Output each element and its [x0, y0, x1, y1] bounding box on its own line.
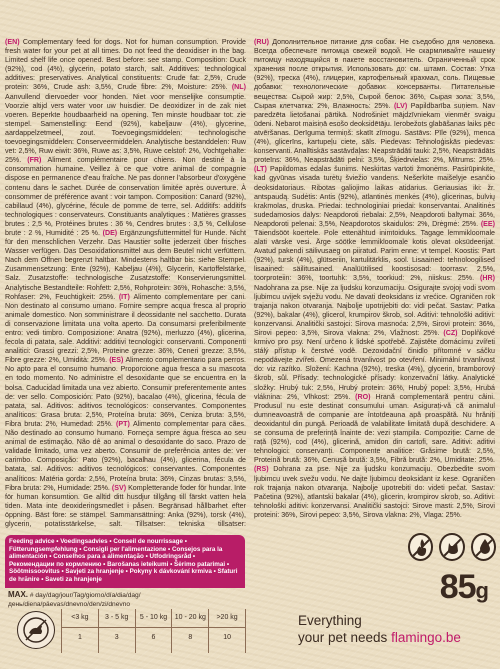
- right-column: [254, 38, 495, 528]
- language-code: (RS): [254, 465, 274, 474]
- language-text: Dohrana za pse. Nije za ljudsku konzumaciju. Obezbedite svom ljubimcu uvek svežu vodu. Ne dajte ljubimcu deoksidant iz kese. Ograničen rok trajanja nakon otvaranja. Najbolje upotrebiti do: videti pečat. Sastav: Pačetina (92%), atlantski bakalar (4%), glicerin, krompirov skrob, so. Aditivi: tehnološki aditivi: konzervansi. Analitički sastojci: Sirove masti: 2,5%, Sirovi proteini: 36%, Sirovi pepeo: 3,5%, Sirova vlakna: 2%, Vlaga: 25%.: [254, 465, 495, 519]
- language-code: (LV): [393, 101, 411, 110]
- tagline: [298, 612, 461, 646]
- net-weight: [440, 568, 488, 607]
- feeding-cell: [209, 609, 246, 653]
- max-pieces: 3: [114, 634, 119, 641]
- language-code: (PT): [116, 419, 133, 428]
- language-code: (DE): [102, 228, 120, 237]
- dog-weight: 10 - 20 kg: [172, 609, 208, 628]
- dog-weight: 3 - 5 kg: [99, 609, 135, 628]
- language-text: Papildbarība suņiem. Nav paredzēta lietošanai pārtikā. Nodrošiniet mājdzīvniekam vienmēr svaigu ūdeni. Nebarot maisiņā esošo deoksidētāju. Ierobežots glabāšanas laiks pēc atvēršanas. Derīguma termiņš: skatīt zīmogu. Sastāvs: Pīle (92%), menca (4%), glicerīns, kartupeļu ciete, sāls. Piedevas: Tehnoloģiskās piedevas: konservanti. Analītiskās sastāvdaļas: Neapstrādāti tauki: 2,5%, Neapstrādāts proteīns: 36%, Neapstrādāti pelni: 3,5%, Šķiedrvielas: 2%, Mitrums: 25%.: [254, 101, 495, 165]
- language-text: Aanvullend diervoeder voor honden. Niet voor menselijke consumptie. Voorzie altijd vers water voor uw huisdier. De deoxidizer in de zak niet voeren. Beperkte houdbaarheid na opening. Ten minste houdbaar tot: zie stempel. Samenstelling: Eend (92%), kabeljauw (4%), glycerine, aardappelzetmeel, zout. Toevoegingsmiddelen: technologische toevoegingsmiddelen: Conserveermiddelen. Analytische bestanddelen: Ruw vet: 2,5%, Ruw eiwit: 36%, Ruwe as: 3,5%, Ruwe celstof: 2%, Vochtgehalte: 25%.: [5, 92, 246, 165]
- feeding-cell: [62, 609, 99, 653]
- language-text: Kompletterande foder för hundar. Inte för human konsumtion. Ge alltid ditt husdjur tillgång till färskt vatten hela tiden. Mata inte deoxideringsmedlet i påsen. Begränsad hållbarhet efter öppning. Bäst före: se stämpel. Sammansättning: Anka (92%), torsk (4%), glycerin, potatisstärkelse, salt. Tillsatser: tekniska tillsatser:: [5, 483, 246, 528]
- language-text: Nadohrana za pse. Nije za ljudsku konzumaciju. Osigurajte svojoj vodi svom ljubimcu uvijek svježu vodu. Ne davati deoksidans iz vrećice. Ograničen rok trajanja nakon otvaranja. Najbolje upotrijebiti do: vidi pečat. Sastav: Patka (92%), bakalar (4%), glicerol, krumpirov škrob, sol. Aditivi: tehnološki aditivi: konzervansi. Analitički sastojci: Sirova masnoća: 2,5%, Sirovi protein: 36%, Sirovi pepeo: 3,5%, Sirova vlakna: 2%, Vlažnost: 25%.: [254, 283, 495, 337]
- no-cat-icon: [439, 533, 464, 561]
- dog-weight: <3 kg: [62, 609, 98, 628]
- language-code: (NL): [231, 83, 246, 92]
- language-text: Alimento complementar para cães. Não destinado ao consumo humano. Forneça sempre água fresca ao seu animal de estimação. Não dê ao animal o desoxidante do saco. Prazo de validade limitado, uma vez aberto. Consumir de preferência antes de: ver carimbo. Composição: Pato (92%), bacalhau (4%), glicerina, fécula de batata, sal. Aditivos: aditivos tecnológicos: conservantes. Componentes analíticos: Matéria gorda: 2,5%, Proteína bruta: 36%, Cinzas brutas: 3,5%, Fibra bruta: 2%, Humidade: 25%.: [5, 419, 246, 492]
- feeding-cell: [136, 609, 173, 653]
- text-columns: [5, 38, 495, 528]
- language-text: Complementary feed for dogs. Not for human consumption. Provide fresh water for your pet at all times. Do not feed the deoxidiser in the bag. Limited shelf life once opened. Best before: see stamp. Composition: Duck (92%), cod (4%), glycerin, potato starch, salt. Additives: technological additives: preservatives. Analytical constituents: Crude fat: 2,5%, Crude protein: 36%, Crude ash: 3,5%, Crude fibre: 2%, Moisture: 25%.: [5, 38, 246, 92]
- language-text: Ergänzungsfuttermittel für Hunde. Nicht für den menschlichen Verzehr. Das Haustier sollte jederzeit über frisches Wasser verfügen. Das Desoxidationsmittel aus dem Beutel nicht verfüttern. Nach dem Öffnen begrenzt haltbar. Mindestens haltbar bis: siehe Stempel. Zusammensetzung: Ente (92%), Kabeljau (4%), Glycerin, Kartoffelstärke, Salz. Zusatzstoffe: technologische Zusatzstoffe: Konservierungsmittel. Analytische Bestandteile: Rohfett: 2,5%, Rohprotein: 36%, Rohasche: 3,5%, Rohfaser: 2%, Feuchtigkeit: 25%.: [5, 228, 246, 301]
- language-code: (RO): [355, 392, 376, 401]
- feeding-cells: [61, 609, 246, 653]
- max-per-day-row: [5, 588, 245, 609]
- max-per-day-text: # day/dag/jour/Tag/giorno/día/dia/dag/день/diena/päevas/dnevno/den/zi/dnevno: [8, 592, 141, 608]
- max-label: MAX.: [8, 590, 28, 599]
- max-pieces: 10: [223, 634, 231, 641]
- no-dog-icon: [17, 611, 55, 649]
- language-code: (FR): [27, 156, 48, 165]
- feeding-advice-text: Feeding advice • Voedingsadvies • Conseil de nourrissage • Fütterungsempfehlung • Consigli per l'alimentazione • Consejos para la alimentación • Conselhos para a alimentação • Utfodringsråd • Рекомендации по кормлению • Barošanas ieteikumi • Šėrimo patarimai • Söötmissoovitus • Savjeti za hranjenje • Pokyny k dávkování krmiva • Sfaturi de hrănire • Saveti za hranjenje: [9, 538, 238, 583]
- feeding-advice-header: [5, 535, 245, 588]
- language-code: (ES): [109, 356, 126, 365]
- no-water-icon: [471, 533, 496, 561]
- feeding-cell: [99, 609, 136, 653]
- max-pieces: 8: [188, 634, 193, 641]
- language-text: Täiendsööt koertele. Pole ettenähtud inimtoiduks. Tagage lemmikloomale alati värske vesi. Ärge söötke lemmikloomale kotis olevat oksüdeerijat. Avatud pakendi säilivusaeg on piiratud. Parim enne: vt tempel. Koostis: Part (92%), tursk (4%), glütseriin, kartulitärklis, sool. Lisaained: tehnoloogilised lisaained: säilitusained. Analüütilised koostisosad: toorrasv: 2,5%, toorproteiin: 36%, toortuhk: 3,5%, toorkiud: 2%, niiskus: 25%.: [254, 228, 495, 283]
- tagline-line2: [298, 629, 461, 646]
- left-column: [5, 38, 246, 528]
- dog-weight: 5 - 10 kg: [136, 609, 172, 628]
- language-code: (RU): [254, 38, 273, 46]
- language-text: Doplňkové krmivo pro psy. Není určeno k lidské spotřebě. Zajistěte domácímu zvířeti stálý přístup k čerstvé vodě. Dezoxidační činidlo přítomné v sáčku nepodávejte zvířeti. Omezená trvanlivost po otevření. Minimální trvanlivost do: viz razítko. Složení: Kachna (92%), treska (4%), glycerin, bramborový škrob, sůl. Přísady: technologické přísady: konzervační látky. Analytické složky: Hrubý tuk: 2,5%, Hrubý protein: 36%, Hrubý popel: 3,5%, Hrubá vláknina: 2%, Vlhkost: 25%.: [254, 329, 495, 401]
- feeding-cell: [172, 609, 209, 653]
- max-pieces: 1: [77, 634, 82, 641]
- warning-icons: [408, 533, 496, 563]
- language-text: Hrană complementară pentru câini. Produsul nu este destinat consumului uman. Asigurați-vă că animalul dumneavoastră de companie are întotdeauna apă proaspătă. Nu hrăniți deoxidantul din pungă. Perioadă de valabilitate limitată după deschidere. A se consuma de preferință înainte de: vezi ștampila. Compoziție: Carne de rață (92%), cod (4%), glicerină, amidon din cartofi, sare. Aditivi: aditivi tehnologici: conservanți. Componente analitice: Grăsime brută: 2,5%, Proteină brută: 36%, Cenușă brută: 3,5%, Fibră brută: 2%, Umiditate: 25%.: [254, 392, 495, 465]
- dog-weight: >20 kg: [209, 609, 245, 628]
- tagline-line2-prefix: your pet needs: [298, 630, 392, 645]
- no-fire-icon: [408, 533, 433, 561]
- language-text: Дополнительное питание для собак. Не съедобно для человека. Всегда обеспечьте питомца свежей водой. Не скармливайте нашему питомцу находящийся в пакете восстановитель. Ограниченный срок хранения после открытия. Использовать до: см. штамп. Состав: Утка (92%), треска (4%), глицерин, картофельный крахмал, соль. Пищевые добавки: технологические добавки: консерванты. Питательные вещества: Сырой жир: 2,5%, Сырой белок: 36%, Сырая зола: 3,5%, Сырая клетчатка: 2%, Влажность: 25%.: [254, 38, 495, 110]
- language-code: (HR): [480, 274, 495, 283]
- max-pieces: 6: [151, 634, 156, 641]
- language-text: Aliment complémentaire pour chiens. Non destiné à la consommation humaine. Veillez à ce que votre animal de compagnie dispose en permanence d'eau fraîche. Ne pas donner l'absorbeur d'oxygène contenu dans le sachet. Durée de conservation limitée après ouverture. À consommer de préférence avant : voir tampon. Composition: Canard (92%), cabillaud (4%), glycérine, fécule de pomme de terre, sel. Additifs: additifs technologiques : conservateurs. Constituants analytiques : Matières grasses brutes : 2,5 %, Protéines brutes : 36 %, Cendres brutes : 3,5 %, Cellulose brute : 2 %, Humidité : 25 %.: [5, 156, 246, 237]
- language-text: Papildomas ėdalas šunims. Neskirtas vartoti žmonėms. Pasirūpinkite, kad gyvūnas visada turėtų šviežio vandens. Nešerkite maišelyje esančio deoksidatoriaus. Ribotas galiojimo laikas atidarius. Geriausias iki: žr. antspaudą. Sudėtis: Antis (92%), atlantinės menkės (4%), glicerinas, bulvių krakmolas, druska. Priedai: technologiniai priedai: konservantai. Analitinės sudedamosios dalys: Neapdoroti riebalai: 2,5%, Neapdoroti baltymai: 36%, Neapdoroti pelenai: 3,5%, Neapdorotos skaidulos: 2%, Drėgmė: 25%.: [254, 165, 495, 228]
- feeding-panel: [5, 535, 245, 653]
- language-code: (EE): [480, 219, 495, 228]
- feeding-table: [5, 609, 245, 653]
- language-text: Alimento complementario para perros. No apto para el consumo humano. Proporcione agua fresca a su mascota en todo momento. No administre el desoxidante que se encuentra en la bolsa. Caducidad limitada una vez abierto. Consumir preferentemente antes de: ver sello. Composición: Pato (92%), bacalao (4%), glicerina, fécula de patata, sal. Aditivos: aditivos tecnológicos: conservantes. Componentes analíticos: Grasa bruta: 2,5%, Proteína bruta: 36%, Ceniza bruta: 3,5%, Fibra bruta: 2%, Humedad: 25%.: [5, 356, 246, 428]
- language-code: (SV): [111, 483, 129, 492]
- net-weight-unit: g: [475, 578, 488, 603]
- language-code: (IT): [118, 292, 134, 301]
- language-text: Alimento complementare per cani. Non destinato al consumo umano. Fornire sempre acqua fresca al proprio animale domestico. Non somministrare il deossidante nel sacchetto. Durata di conservazione limitata una volta aperto. Da consumarsi preferibilmente entro: vedi timbro. Composizione: Anatra (92%), merluzzo (4%), glicerina, fecola di patata, sale. Additivi: additivi tecnologici: conservanti. Componenti analitici: Grassi grezzi: 2,5%, Proteine grezze: 36%, Ceneri grezze: 3,5%, Fibre grezze: 2%, Umidità: 25%.: [5, 292, 246, 365]
- net-weight-value: 85: [439, 568, 476, 606]
- language-code: (CZ): [443, 329, 462, 337]
- brand-name: flamingo.be: [391, 630, 461, 645]
- tagline-line1: Everything: [298, 613, 362, 628]
- language-code: (EN): [5, 38, 23, 46]
- language-code: (LT): [254, 165, 270, 174]
